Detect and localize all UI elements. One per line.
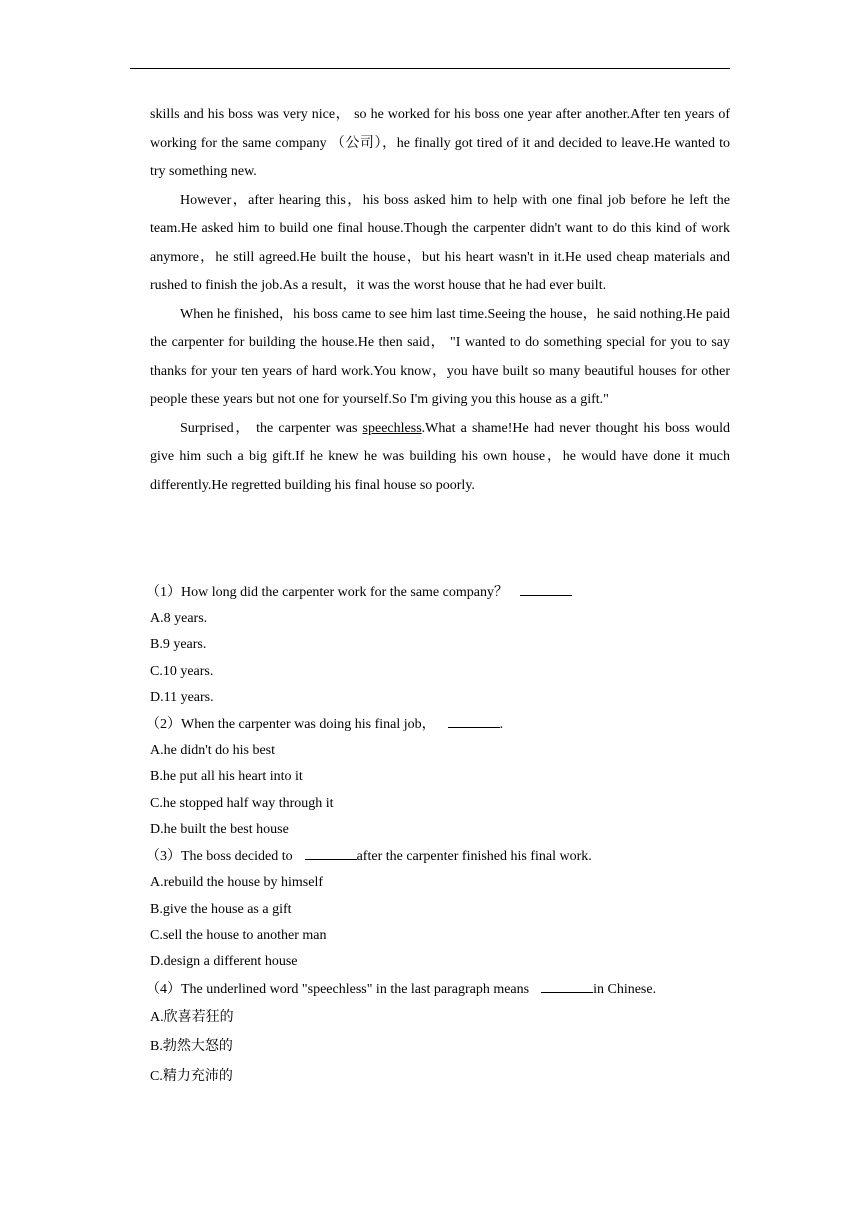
option-a: A.欣喜若狂的 bbox=[150, 1009, 234, 1025]
underlined-word: speechless bbox=[362, 420, 422, 436]
header-rule bbox=[130, 68, 730, 69]
question-stem-end: . bbox=[499, 717, 504, 733]
answer-blank bbox=[448, 715, 500, 728]
option-c: C.精力充沛的 bbox=[150, 1068, 233, 1084]
question-stem: （3）The boss decided to bbox=[146, 849, 293, 865]
option-d: D.11 years. bbox=[150, 689, 214, 705]
option-a: A.he didn't do his best bbox=[150, 743, 276, 759]
question-stem-end: in Chinese. bbox=[593, 981, 657, 997]
option-a: A.8 years. bbox=[150, 611, 208, 626]
answer-blank bbox=[305, 847, 357, 860]
question-stem: （1）How long did the carpenter work for the same company？ bbox=[146, 585, 508, 600]
option-b: B.he put all his heart into it bbox=[150, 769, 303, 785]
question-4 bbox=[146, 976, 730, 1003]
question-3 bbox=[146, 843, 730, 870]
option-b: B.勃然大怒的 bbox=[150, 1039, 233, 1055]
passage-paragraph-4 bbox=[150, 415, 730, 501]
reading-passage bbox=[150, 101, 730, 500]
question-stem-end: after the carpenter finished his final work. bbox=[356, 849, 592, 865]
passage-paragraph-3: When he finished，his boss came to see him last time.Seeing the house，he said nothing.He paid the carpenter for building the house.He then said， "I wanted to do something special for you to say thanks for your ten years of hard work.You know，you have built so many beautiful houses for other people these years but not one for yourself.So I'm giving you this house as a gift." bbox=[150, 306, 730, 407]
option-d: D.design a different house bbox=[150, 954, 298, 970]
option-c: C.10 years. bbox=[150, 663, 214, 679]
answer-blank bbox=[520, 583, 572, 596]
question-2 bbox=[146, 711, 730, 738]
paragraph-4-text-start: Surprised， the carpenter was bbox=[180, 420, 363, 436]
option-c: C.he stopped half way through it bbox=[150, 795, 334, 811]
option-d: D.he built the best house bbox=[150, 822, 289, 838]
question-list bbox=[146, 579, 730, 1091]
question-stem: （2）When the carpenter was doing his final job， bbox=[146, 717, 436, 733]
option-a: A.rebuild the house by himself bbox=[150, 875, 324, 891]
question-stem: （4）The underlined word "speechless" in the last paragraph means bbox=[146, 981, 530, 997]
option-c: C.sell the house to another man bbox=[150, 927, 327, 943]
question-1 bbox=[146, 579, 730, 606]
paragraph-4-text-end: .What a shame!He had never thought his boss would give him such a big gift.If he knew he was building his own house，he would have done it much differently.He regretted building his final house so poorly. bbox=[150, 420, 730, 493]
option-b: B.9 years. bbox=[150, 637, 207, 653]
passage-paragraph-1: skills and his boss was very nice， so he worked for his boss one year after another.After ten years of working for the same company （公司），he finally got tired of it and decided to leave.He wanted to try something new. bbox=[150, 107, 730, 179]
option-b: B.give the house as a gift bbox=[150, 901, 292, 917]
answer-blank bbox=[541, 980, 593, 993]
passage-paragraph-2: However，after hearing this，his boss asked him to help with one final job before he left the team.He asked him to build one final house.Though the carpenter didn't want to do this kind of work anymore，he still agreed.He built the house，but his heart wasn't in it.He used cheap materials and rushed to finish the job.As a result，it was the worst house that he had ever built. bbox=[150, 192, 730, 293]
